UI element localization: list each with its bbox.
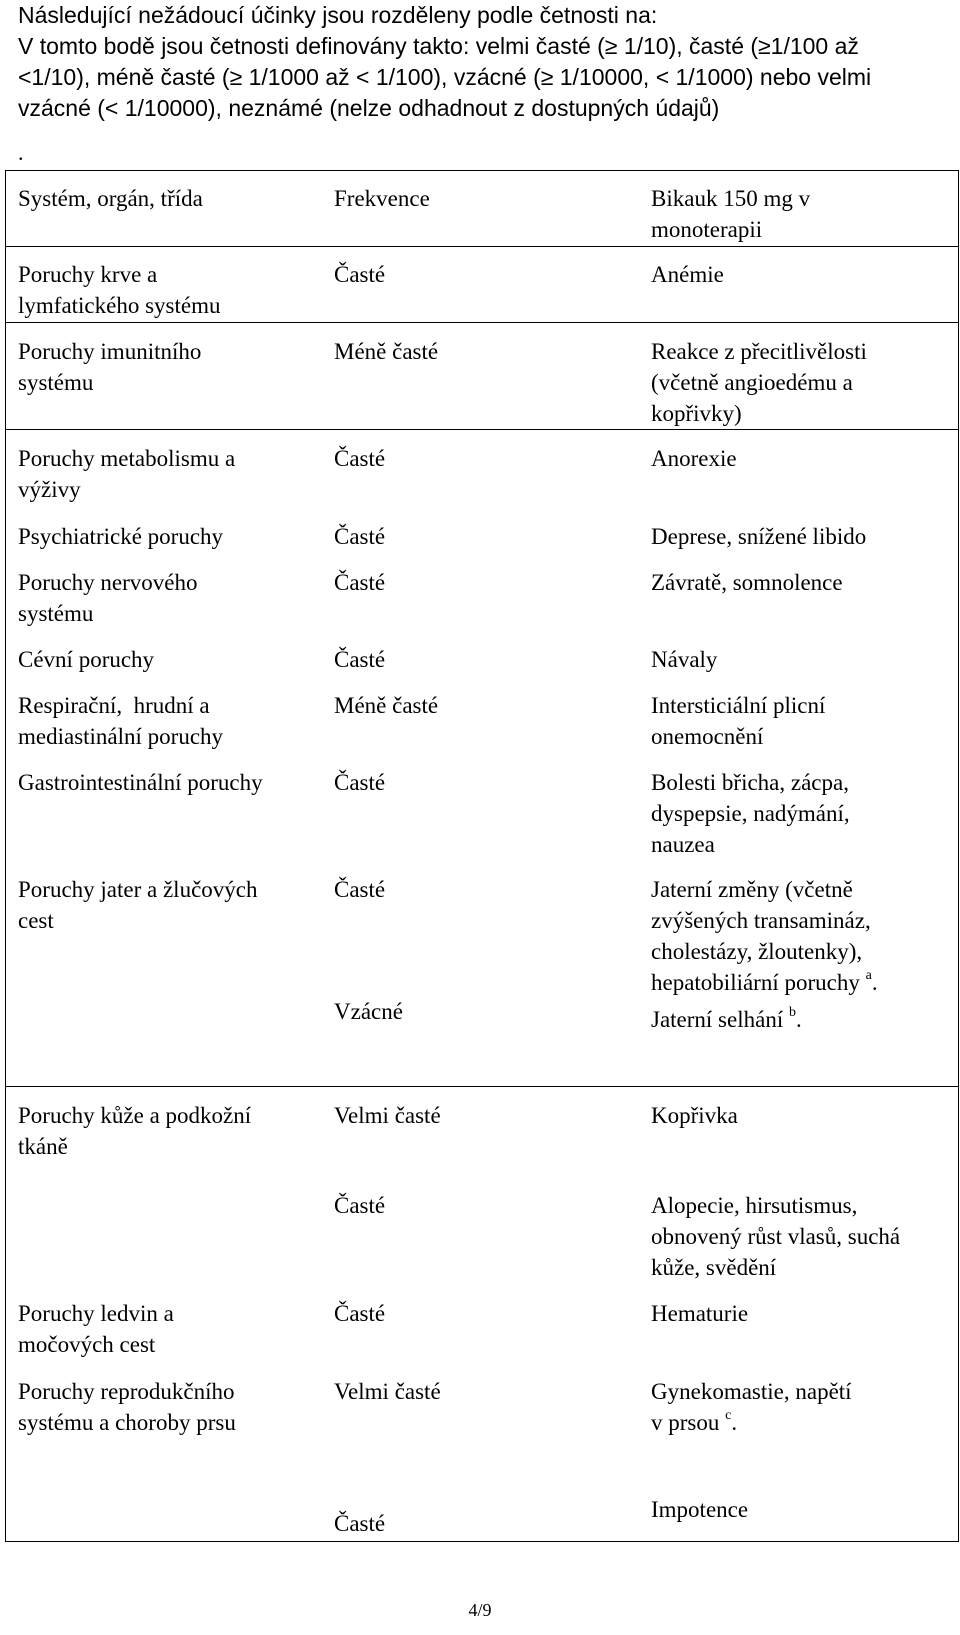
- row-effect: [651, 336, 867, 429]
- row-effect-line: zvýšených transamináz,: [651, 908, 871, 933]
- intro-line: <1/10), méně časté (≥ 1/1000 až < 1/100), vzácné (≥ 1/10000, < 1/1000) nebo velmi: [18, 64, 872, 90]
- row-effect: Deprese, snížené libido: [651, 524, 867, 549]
- footnote-marker: c: [725, 1408, 732, 1424]
- row-effect-line: [651, 1407, 852, 1438]
- row-effect: Anémie: [651, 262, 724, 287]
- footnote-marker: a: [865, 968, 872, 984]
- row-frequency: Velmi časté: [334, 1103, 441, 1128]
- row-system: [18, 1100, 251, 1162]
- row-effect: Kopřivka: [651, 1103, 738, 1128]
- row-system-line: lymfatického systému: [18, 293, 221, 318]
- row-effect-line: (včetně angioedému a: [651, 370, 853, 395]
- row-system-line: cest: [18, 908, 54, 933]
- effect-text: Jaterní selhání: [651, 1007, 789, 1032]
- row-system: [18, 336, 201, 398]
- row-effect-line: [651, 1004, 878, 1035]
- row-system-line: mediastinální poruchy: [18, 724, 224, 749]
- row-system-line: Poruchy krve a: [18, 262, 158, 287]
- row-effect: [651, 1190, 900, 1283]
- row-system: Cévní poruchy: [18, 647, 155, 672]
- row-effect: Anorexie: [651, 446, 737, 471]
- row-effect: Impotence: [651, 1497, 749, 1522]
- row-effect-line: obnovený růst vlasů, suchá: [651, 1224, 901, 1249]
- intro-line: Následující nežádoucí účinky jsou rozděleny podle četnosti na:: [18, 2, 658, 28]
- row-system: [18, 690, 223, 752]
- row-frequency: Vzácné: [334, 999, 403, 1024]
- header-bikauk-l1: Bikauk 150 mg v: [651, 186, 811, 211]
- row-frequency: Méně časté: [334, 339, 439, 364]
- row-frequency: Časté: [334, 1301, 386, 1326]
- row-effect: [651, 1376, 852, 1438]
- effect-text: v prsou: [651, 1410, 726, 1435]
- row-effect-line: Intersticiální plicní: [651, 693, 826, 718]
- row-system: [18, 874, 258, 936]
- row-system-line: Poruchy reprodukčního: [18, 1379, 235, 1404]
- row-system: Psychiatrické poruchy: [18, 524, 224, 549]
- row-system-line: systému a choroby prsu: [18, 1410, 236, 1435]
- row-effect-line: dyspepsie, nadýmání,: [651, 801, 850, 826]
- row-effect: [651, 767, 850, 860]
- row-effect-line: Gynekomastie, napětí: [651, 1379, 852, 1404]
- row-system: Gastrointestinální poruchy: [18, 770, 263, 795]
- row-system-line: Poruchy jater a žlučových: [18, 877, 258, 902]
- page-number: 4/9: [468, 1600, 492, 1620]
- row-frequency: Časté: [334, 446, 386, 471]
- row-frequency: Časté: [334, 1511, 386, 1536]
- row-system-line: močových cest: [18, 1332, 156, 1357]
- row-effect-line: [651, 967, 878, 998]
- row-frequency: Velmi časté: [334, 1379, 441, 1404]
- effect-text: hepatobiliární poruchy: [651, 970, 866, 995]
- row-system: [18, 1298, 174, 1360]
- header-system: Systém, orgán, třída: [18, 186, 203, 211]
- row-effect-line: nauzea: [651, 832, 715, 857]
- row-frequency: Časté: [334, 647, 386, 672]
- row-system-line: Poruchy imunitního: [18, 339, 202, 364]
- row-effect-line: kůže, svědění: [651, 1255, 777, 1280]
- row-frequency: Časté: [334, 877, 386, 902]
- row-system-line: výživy: [18, 477, 81, 502]
- row-frequency: Časté: [334, 570, 386, 595]
- row-divider: [5, 322, 959, 323]
- row-frequency: Časté: [334, 770, 386, 795]
- row-effect-line: cholestázy, žloutenky),: [651, 939, 863, 964]
- row-system-line: Poruchy nervového: [18, 570, 198, 595]
- row-divider: [5, 429, 959, 430]
- row-effect: Návaly: [651, 647, 718, 672]
- row-system-line: Poruchy metabolismu a: [18, 446, 236, 471]
- row-divider: [5, 246, 959, 247]
- intro-dot: .: [18, 140, 24, 165]
- row-effect-line: onemocnění: [651, 724, 764, 749]
- row-system-line: Poruchy ledvin a: [18, 1301, 174, 1326]
- effect-text: .: [871, 970, 878, 995]
- effect-text: .: [731, 1410, 738, 1435]
- intro-line: V tomto bodě jsou četnosti definovány takto: velmi časté (≥ 1/10), časté (≥1/100 až: [18, 33, 859, 59]
- row-system: [18, 259, 221, 321]
- row-system-line: systému: [18, 601, 94, 626]
- row-system-line: tkáně: [18, 1134, 68, 1159]
- intro-line: vzácné (< 1/10000), neznámé (nelze odhadnout z dostupných údajů): [18, 95, 720, 121]
- row-effect-line: Jaterní změny (včetně: [651, 877, 853, 902]
- footnote-marker: b: [788, 1005, 796, 1021]
- row-system: [18, 1376, 236, 1438]
- row-frequency: Časté: [334, 262, 386, 287]
- row-effect: Hematurie: [651, 1301, 749, 1326]
- row-effect: [651, 874, 878, 1035]
- effect-text: .: [795, 1007, 802, 1032]
- row-divider: [5, 1086, 959, 1087]
- row-system-line: systému: [18, 370, 94, 395]
- row-system: [18, 443, 235, 505]
- row-frequency: Méně časté: [334, 693, 439, 718]
- row-system-line: Respirační, hrudní a: [18, 693, 210, 718]
- header-bikauk-l2: monoterapii: [651, 217, 763, 242]
- header-frequency: Frekvence: [334, 186, 430, 211]
- row-frequency: Časté: [334, 1193, 386, 1218]
- row-effect-line: kopřivky): [651, 401, 742, 426]
- row-effect: [651, 690, 825, 752]
- row-effect-line: Reakce z přecitlivělosti: [651, 339, 867, 364]
- row-effect-line: Alopecie, hirsutismus,: [651, 1193, 858, 1218]
- row-system: [18, 567, 198, 629]
- row-frequency: Časté: [334, 524, 386, 549]
- intro-paragraph: [18, 0, 948, 124]
- row-effect-line: Bolesti břicha, zácpa,: [651, 770, 849, 795]
- row-system-line: Poruchy kůže a podkožní: [18, 1103, 252, 1128]
- row-effect: Závratě, somnolence: [651, 570, 843, 595]
